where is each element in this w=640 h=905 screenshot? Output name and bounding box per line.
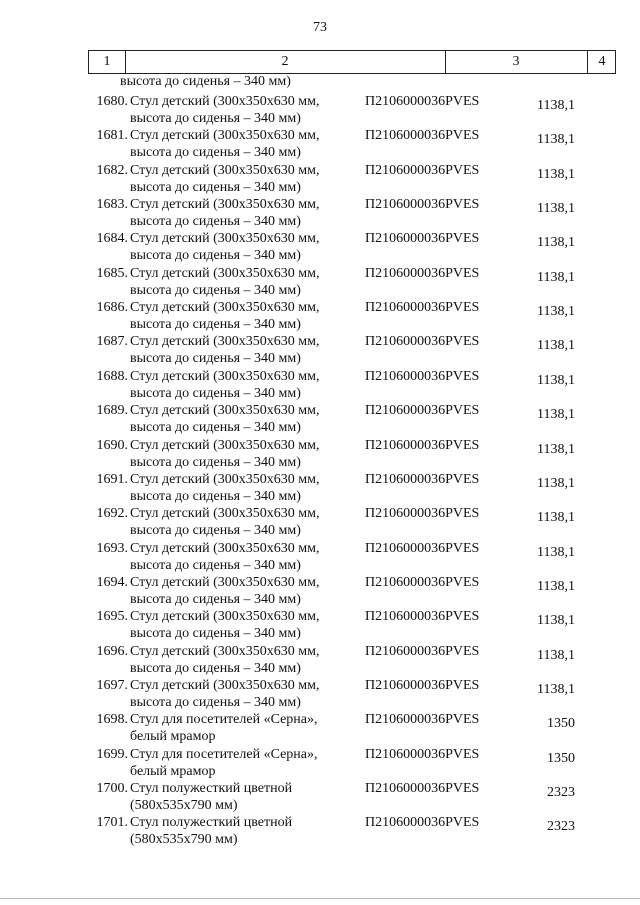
row-number: 1689. (96, 403, 128, 419)
description-line-1: Стул детский (300x350x630 мм, (130, 643, 320, 659)
description-line-2: высота до сиденья – 340 мм) (130, 351, 301, 367)
description-line-2: высота до сиденья – 340 мм) (130, 282, 301, 298)
row-code: П2106000036PVES (365, 231, 480, 247)
description-line-2: высота до сиденья – 340 мм) (130, 454, 301, 470)
row-code: П2106000036PVES (365, 300, 480, 316)
row-code: П2106000036PVES (365, 94, 480, 109)
table-row (0, 471, 640, 505)
description-line-2: (580x535x790 мм) (130, 832, 238, 848)
description-line-2: высота до сиденья – 340 мм) (130, 248, 301, 264)
description-line-1: Стул для посетителей «Серна», (130, 746, 318, 762)
row-code: П2106000036PVES (365, 677, 480, 693)
row-price: 1138,1 (537, 475, 575, 491)
row-number: 1701. (96, 815, 128, 831)
row-code: П2106000036PVES (365, 712, 480, 728)
row-number: 1685. (96, 265, 128, 281)
row-description (130, 746, 360, 780)
table-row (0, 814, 640, 848)
row-number: 1690. (96, 437, 128, 453)
row-description (130, 93, 360, 127)
row-price: 1138,1 (537, 407, 575, 423)
row-number: 1684. (96, 231, 128, 247)
description-line-2: высота до сиденья – 340 мм) (130, 694, 301, 710)
description-line-1: Стул детский (300x350x630 мм, (130, 609, 320, 625)
row-description (130, 127, 360, 161)
row-price: 1350 (547, 750, 575, 766)
table-row (0, 299, 640, 333)
description-line-1: Стул детский (300x350x630 мм, (130, 197, 320, 213)
table-row (0, 333, 640, 367)
row-number: 1683. (96, 197, 128, 213)
row-description (130, 471, 360, 505)
row-price: 1138,1 (537, 613, 575, 629)
row-description (130, 333, 360, 367)
table-row (0, 643, 640, 677)
row-number: 1680. (96, 94, 128, 109)
row-code: П2106000036PVES (365, 781, 480, 796)
row-description (130, 780, 360, 814)
row-price: 1138,1 (537, 338, 575, 354)
row-description (130, 437, 360, 471)
row-number: 1694. (96, 574, 128, 590)
table-row (0, 540, 640, 574)
description-line-2: высота до сиденья – 340 мм) (130, 626, 301, 642)
row-description (130, 711, 360, 745)
row-number: 1681. (96, 128, 128, 144)
row-description (130, 265, 360, 299)
row-description (130, 196, 360, 230)
description-line-2: высота до сиденья – 340 мм) (130, 179, 301, 195)
row-price: 1138,1 (537, 441, 575, 457)
table-row (0, 368, 640, 402)
carryover-text: высота до сиденья – 340 мм) (120, 74, 291, 89)
description-line-2: высота до сиденья – 340 мм) (130, 214, 301, 230)
table-row (0, 746, 640, 780)
table-row (0, 196, 640, 230)
description-line-2: высота до сиденья – 340 мм) (130, 660, 301, 676)
table-row (0, 505, 640, 539)
row-price: 1138,1 (537, 235, 575, 251)
header-col-3: 3 (512, 54, 520, 69)
description-line-1: Стул детский (300x350x630 мм, (130, 265, 320, 281)
row-price: 1350 (547, 716, 575, 732)
page-number: 73 (313, 20, 327, 35)
row-code: П2106000036PVES (365, 815, 480, 831)
header-col-2: 2 (281, 54, 289, 69)
row-description (130, 814, 360, 848)
description-line-1: Стул полужесткий цветной (130, 815, 293, 831)
description-line-1: Стул детский (300x350x630 мм, (130, 403, 320, 419)
table-row (0, 780, 640, 814)
row-number: 1688. (96, 368, 128, 384)
row-price: 1138,1 (537, 98, 575, 113)
description-line-1: Стул детский (300x350x630 мм, (130, 231, 320, 247)
description-line-1: Стул детский (300x350x630 мм, (130, 574, 320, 590)
row-price: 1138,1 (537, 544, 575, 560)
header-divider (587, 51, 588, 73)
table-row (0, 608, 640, 642)
description-line-1: Стул для посетителей «Серна», (130, 712, 318, 728)
row-number: 1686. (96, 300, 128, 316)
row-price: 1138,1 (537, 578, 575, 594)
table-row (0, 162, 640, 196)
row-number: 1698. (96, 712, 128, 728)
row-code: П2106000036PVES (365, 368, 480, 384)
table-row (0, 677, 640, 711)
description-line-1: Стул детский (300x350x630 мм, (130, 128, 320, 144)
row-code: П2106000036PVES (365, 265, 480, 281)
description-line-2: высота до сиденья – 340 мм) (130, 317, 301, 333)
description-line-1: Стул детский (300x350x630 мм, (130, 300, 320, 316)
row-description (130, 574, 360, 608)
row-price: 1138,1 (537, 510, 575, 526)
row-number: 1692. (96, 506, 128, 522)
row-price: 1138,1 (537, 681, 575, 697)
row-number: 1693. (96, 540, 128, 556)
row-code: П2106000036PVES (365, 643, 480, 659)
row-number: 1682. (96, 162, 128, 178)
description-line-2: белый мрамор (130, 729, 216, 745)
row-code: П2106000036PVES (365, 540, 480, 556)
description-line-2: высота до сиденья – 340 мм) (130, 557, 301, 573)
description-line-2: высота до сиденья – 340 мм) (130, 591, 301, 607)
table-row (0, 127, 640, 161)
row-code: П2106000036PVES (365, 437, 480, 453)
row-description (130, 162, 360, 196)
description-line-1: Стул детский (300x350x630 мм, (130, 471, 320, 487)
row-description (130, 643, 360, 677)
row-number: 1696. (96, 643, 128, 659)
row-code: П2106000036PVES (365, 197, 480, 213)
row-price: 1138,1 (537, 304, 575, 320)
header-divider (445, 51, 446, 73)
row-number: 1687. (96, 334, 128, 350)
header-divider (125, 51, 126, 73)
row-code: П2106000036PVES (365, 334, 480, 350)
description-line-1: Стул детский (300x350x630 мм, (130, 540, 320, 556)
description-line-2: высота до сиденья – 340 мм) (130, 385, 301, 401)
description-line-2: (580x535x790 мм) (130, 798, 238, 813)
row-description (130, 402, 360, 436)
row-number: 1699. (96, 746, 128, 762)
row-description (130, 368, 360, 402)
row-code: П2106000036PVES (365, 574, 480, 590)
row-price: 2323 (547, 819, 575, 835)
row-description (130, 505, 360, 539)
row-number: 1697. (96, 677, 128, 693)
description-line-1: Стул детский (300x350x630 мм, (130, 506, 320, 522)
description-line-2: высота до сиденья – 340 мм) (130, 111, 301, 126)
row-price: 1138,1 (537, 269, 575, 285)
row-description (130, 230, 360, 264)
row-number: 1700. (96, 781, 128, 796)
description-line-1: Стул детский (300x350x630 мм, (130, 368, 320, 384)
page-bottom-edge (0, 898, 640, 899)
table-row (0, 437, 640, 471)
row-price: 1138,1 (537, 201, 575, 217)
row-description (130, 608, 360, 642)
description-line-2: белый мрамор (130, 763, 216, 779)
description-line-2: высота до сиденья – 340 мм) (130, 523, 301, 539)
description-line-1: Стул детский (300x350x630 мм, (130, 334, 320, 350)
row-description (130, 540, 360, 574)
description-line-1: Стул детский (300x350x630 мм, (130, 162, 320, 178)
row-number: 1695. (96, 609, 128, 625)
row-description (130, 299, 360, 333)
table-header (88, 50, 616, 74)
row-code: П2106000036PVES (365, 403, 480, 419)
table-row (0, 93, 640, 127)
description-line-1: Стул детский (300x350x630 мм, (130, 677, 320, 693)
description-line-1: Стул детский (300x350x630 мм, (130, 94, 320, 109)
row-price: 1138,1 (537, 132, 575, 148)
row-code: П2106000036PVES (365, 506, 480, 522)
description-line-1: Стул детский (300x350x630 мм, (130, 437, 320, 453)
row-code: П2106000036PVES (365, 162, 480, 178)
row-code: П2106000036PVES (365, 609, 480, 625)
table-row (0, 265, 640, 299)
table-row (0, 574, 640, 608)
row-code: П2106000036PVES (365, 471, 480, 487)
row-code: П2106000036PVES (365, 746, 480, 762)
description-line-1: Стул полужесткий цветной (130, 781, 293, 796)
description-line-2: высота до сиденья – 340 мм) (130, 488, 301, 504)
description-line-2: высота до сиденья – 340 мм) (130, 145, 301, 161)
row-code: П2106000036PVES (365, 128, 480, 144)
row-price: 1138,1 (537, 647, 575, 663)
row-price: 1138,1 (537, 372, 575, 388)
row-number: 1691. (96, 471, 128, 487)
row-price: 1138,1 (537, 166, 575, 182)
description-line-2: высота до сиденья – 340 мм) (130, 420, 301, 436)
row-description (130, 677, 360, 711)
header-col-4: 4 (598, 54, 606, 69)
header-col-1: 1 (103, 54, 111, 69)
table-row (0, 230, 640, 264)
table-row (0, 402, 640, 436)
table-row (0, 711, 640, 745)
row-price: 2323 (547, 785, 575, 800)
